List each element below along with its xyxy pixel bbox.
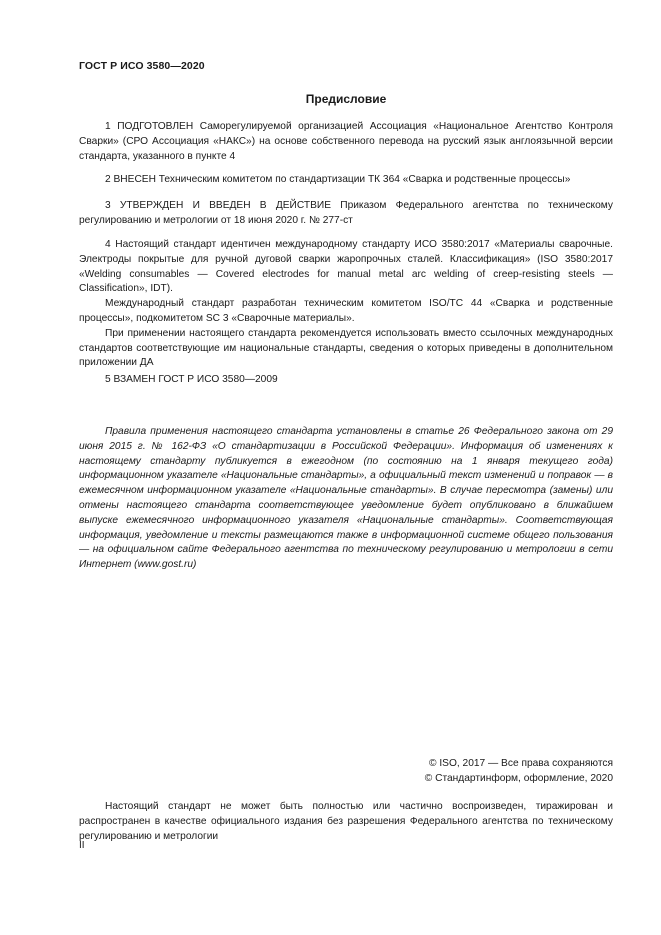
item-3-text: 3 УТВЕРЖДЕН И ВВЕДЕН В ДЕЙСТВИЕ Приказом Федерального агентства по техническому регулированию и метрологии от 18 июня 2020 г. № 277-ст (79, 200, 613, 226)
item-2 (79, 173, 613, 188)
page-number: II (79, 840, 85, 851)
copyright-standartinform: © Стандартинформ, оформление, 2020 (424, 772, 613, 784)
notice-text: Правила применения настоящего стандарта установлены в статье 26 Федерального закона от 29 июня 2015 г. № 162-ФЗ «О стандартизации в Российской Федерации». Информация об изменениях к настоящему стандарту публикуется в ежегодном (по состоянию на 1 января текущего года) информационном указателе «Национальные стандарты», а официальный текст изменений и поправок — в ежемесячном информационном указателе «Национальные стандарты». В случае пересмотра (замены) или отмены настоящего стандарта соответствующее уведомление будет опубликовано в ближайшем выпуске ежемесячного информационного указателя «Национальные стандарты». Соответствующая информация, уведомление и тексты размещаются также в информационной системе общего пользования — на официальном сайте Федерального агентства по техническому регулированию и метрологии в сети Интернет (www.gost.ru) (79, 426, 613, 571)
item-5 (79, 373, 613, 388)
item-3 (79, 199, 613, 229)
item-4-application-text: При применении настоящего стандарта рекомендуется использовать вместо ссылочных международных стандартов соответствующие им национальные стандарты, сведения о которых приведены в дополнительном приложении ДА (79, 327, 613, 369)
copyright-iso: © ISO, 2017 — Все права сохраняются (429, 758, 613, 769)
item-4-international-text: Международный стандарт разработан техническим комитетом ISO/TC 44 «Сварка и родственные процессы», подкомитетом SC 3 «Сварочные материалы». (79, 298, 613, 324)
item-4-text: 4 Настоящий стандарт идентичен международному стандарту ИСО 3580:2017 «Материалы сварочные. Электроды покрытые для ручной дуговой сварки жаропрочных сталей. Классификация» (ISO 3580:2017 «Welding consumables — Covered electrodes for manual metal arc welding of creep-resisting steels — Classification», IDT). (79, 239, 613, 295)
notice-block (79, 425, 613, 573)
page-title: Предисловие (305, 92, 387, 106)
reproduction-text: Настоящий стандарт не может быть полностью или частично воспроизведен, тиражирован и распространен в качестве официального издания без разрешения Федерального агентства по техническому регулированию и метрологии (79, 801, 613, 842)
document-header: ГОСТ Р ИСО 3580—2020 (79, 60, 205, 72)
item-5-text: 5 ВЗАМЕН ГОСТ Р ИСО 3580—2009 (105, 374, 278, 385)
reproduction-notice (79, 800, 613, 844)
copyright-block (425, 757, 613, 787)
item-1 (79, 120, 613, 164)
item-4 (79, 238, 613, 371)
item-2-text: 2 ВНЕСЕН Техническим комитетом по стандартизации ТК 364 «Сварка и родственные процессы» (105, 174, 571, 185)
item-1-text: 1 ПОДГОТОВЛЕН Саморегулируемой организацией Ассоциация «Национальное Агентство Контроля Сварки» (СРО Ассоциация «НАКС») на основе собственного перевода на русский язык англоязычной версии стандарта, указанного в пункте 4 (79, 121, 613, 162)
